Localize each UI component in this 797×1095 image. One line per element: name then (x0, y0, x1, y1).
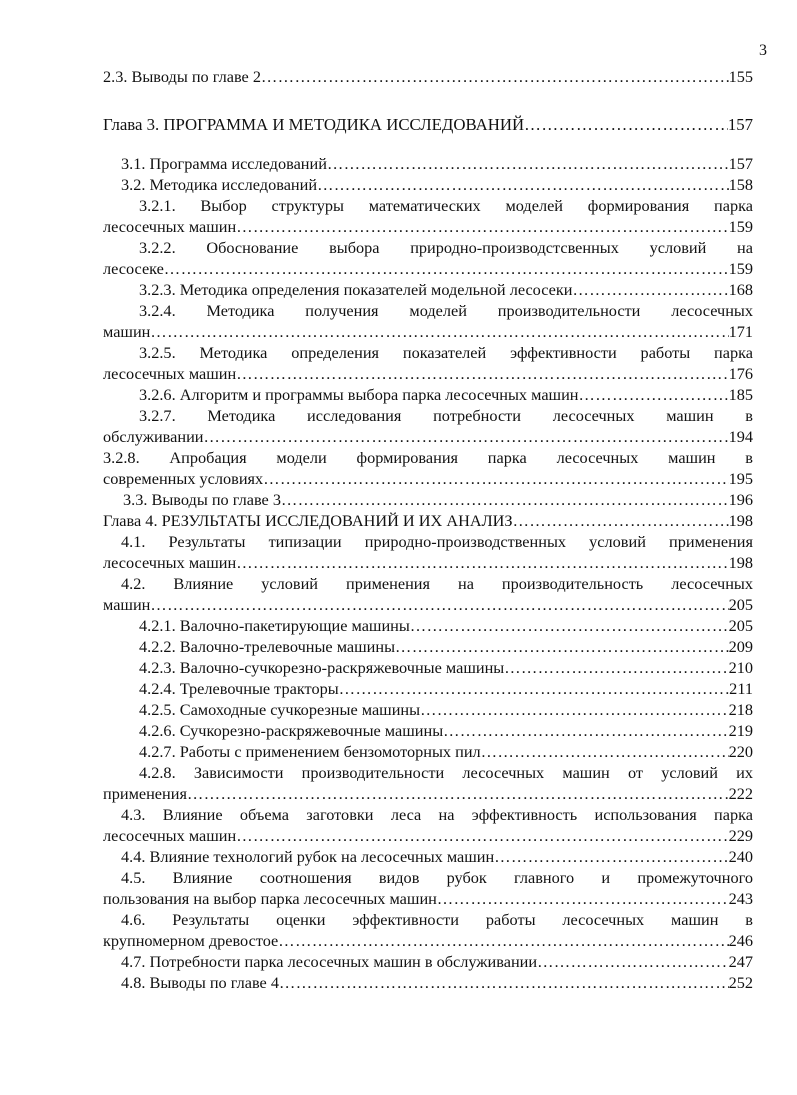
toc-entry-3-2 (121, 174, 753, 195)
toc-page: 196 (728, 490, 753, 509)
toc-page: 168 (728, 280, 753, 299)
toc-entry-2-3 (103, 66, 753, 87)
toc-entry-3-2-8 (103, 447, 753, 489)
toc-entry-4-2-5 (139, 699, 753, 720)
toc-page: 194 (728, 427, 753, 446)
toc-page: 159 (728, 259, 753, 278)
toc-entry-4-2 (103, 573, 753, 615)
toc-entry-4-2-6 (139, 720, 753, 741)
toc-page: 205 (728, 616, 753, 635)
toc-page: 247 (728, 952, 753, 971)
toc-title: 3.2.8. Апробация модели формирования парка лесосечных машин в (103, 448, 753, 467)
toc-entry-3-2-3 (139, 279, 753, 300)
toc-page: 210 (728, 658, 753, 677)
toc-title: 4.5. Влияние соотношения видов рубок главного и промежуточного (121, 868, 753, 887)
toc-page: 158 (728, 175, 753, 194)
toc-title: 4.2. Влияние условий применения на производительность лесосечных (121, 574, 753, 593)
toc-title-cont: лесосечных машин (103, 217, 237, 236)
toc-page: 219 (728, 721, 753, 740)
toc-entry-3-2-4 (103, 300, 753, 342)
toc-title: 3.2. Методика исследований (121, 175, 318, 194)
toc-entry-3-2-6 (139, 384, 753, 405)
toc-title: 4.3. Влияние объема заготовки леса на эффективность использования парка (121, 805, 753, 824)
toc-entry-3-3 (123, 489, 753, 510)
toc-entry-4-2-7 (139, 741, 753, 762)
toc-title: 4.1. Результаты типизации природно-производственных условий применения (121, 532, 753, 551)
toc-title-cont: лесосеке (103, 259, 164, 278)
toc-title: 2.3. Выводы по главе 2 (103, 67, 261, 86)
toc-title: Глава 3. ПРОГРАММА И МЕТОДИКА ИССЛЕДОВАНИЙ (103, 115, 525, 134)
toc-page: 252 (728, 973, 753, 992)
toc-entry-4-2-8 (103, 762, 753, 804)
toc-title: 3.2.3. Методика определения показателей модельной лесосеки (139, 280, 573, 299)
table-of-contents (103, 66, 753, 993)
toc-title: 4.8. Выводы по главе 4 (121, 973, 279, 992)
toc-page: 209 (728, 637, 753, 656)
toc-entry-3-2-2 (103, 237, 753, 279)
toc-title: 4.2.5. Самоходные сучкорезные машины (139, 700, 421, 719)
toc-page: 246 (728, 931, 753, 950)
toc-entry-4-2-1 (139, 615, 753, 636)
toc-page: 220 (728, 742, 753, 761)
toc-page: 171 (728, 322, 753, 341)
toc-title: 3.2.5. Методика определения показателей эффективности работы парка (139, 343, 753, 362)
toc-title-cont: современных условиях (103, 469, 264, 488)
toc-page: 198 (728, 553, 753, 572)
toc-entry-4-5 (103, 867, 753, 909)
toc-page: 157 (727, 115, 753, 134)
toc-title: 3.2.7. Методика исследования потребности лесосечных машин в (139, 406, 753, 425)
toc-entry-4-2-3 (139, 657, 753, 678)
toc-title: Глава 4. РЕЗУЛЬТАТЫ ИССЛЕДОВАНИЙ И ИХ АНАЛИЗ (103, 511, 513, 530)
toc-entry-3-1 (121, 153, 753, 174)
toc-page: 159 (728, 217, 753, 236)
toc-title: 3.3. Выводы по главе 3 (123, 490, 281, 509)
toc-title-cont: лесосечных машин (103, 826, 237, 845)
toc-entry-4-2-2 (139, 636, 753, 657)
toc-entry-3-2-7 (103, 405, 753, 447)
toc-entry-4-2-4 (139, 678, 753, 699)
toc-title-cont: лесосечных машин (103, 553, 237, 572)
toc-page: 218 (728, 700, 753, 719)
toc-title-cont: пользования на выбор парка лесосечных машин (103, 889, 437, 908)
toc-title: 4.2.4. Трелевочные тракторы (139, 679, 339, 698)
toc-page: 222 (728, 784, 753, 803)
toc-page: 205 (728, 595, 753, 614)
toc-title-cont: лесосечных машин (103, 364, 237, 383)
toc-chapter-3 (103, 114, 753, 135)
toc-title-cont: машин (103, 322, 151, 341)
toc-title: 4.2.7. Работы с применением бензомоторных пил (139, 742, 481, 761)
toc-title: 4.2.3. Валочно-сучкорезно-раскряжевочные машины (139, 658, 505, 677)
toc-entry-4-8 (121, 972, 753, 993)
toc-page: 229 (728, 826, 753, 845)
page-number: 3 (759, 42, 767, 59)
toc-title: 3.2.2. Обоснование выбора природно-производстсвенных условий на (139, 238, 753, 257)
toc-page: 240 (728, 847, 753, 866)
toc-page: 198 (728, 511, 753, 530)
toc-entry-4-6 (103, 909, 753, 951)
toc-title: 3.2.1. Выбор структуры математических моделей формирования парка (139, 196, 753, 215)
toc-title: 4.2.6. Сучкорезно-раскряжевочные машины (139, 721, 444, 740)
toc-page: 155 (728, 67, 753, 86)
toc-title: 4.4. Влияние технологий рубок на лесосечных машин (121, 847, 495, 866)
toc-title-cont: обслуживании (103, 427, 204, 446)
toc-entry-4-3 (103, 804, 753, 846)
toc-title: 3.2.6. Алгоритм и программы выбора парка лесосечных машин (139, 385, 579, 404)
toc-page: 195 (728, 469, 753, 488)
toc-page: 185 (728, 385, 753, 404)
toc-chapter-4 (103, 510, 753, 531)
toc-title-cont: крупномерном древостое (103, 931, 279, 950)
toc-page: 243 (728, 889, 753, 908)
toc-title: 4.2.8. Зависимости производительности лесосечных машин от условий их (139, 763, 753, 782)
toc-entry-4-4 (121, 846, 753, 867)
toc-page: 211 (729, 679, 753, 698)
toc-title: 3.1. Программа исследований (121, 154, 327, 173)
toc-title: 4.2.2. Валочно-трелевочные машины (139, 637, 396, 656)
toc-page: 176 (728, 364, 753, 383)
toc-title-cont: применения (103, 784, 187, 803)
toc-title: 4.7. Потребности парка лесосечных машин в обслуживании (121, 952, 538, 971)
toc-title: 4.6. Результаты оценки эффективности работы лесосечных машин в (121, 910, 753, 929)
toc-entry-4-7 (121, 951, 753, 972)
toc-title: 4.2.1. Валочно-пакетирующие машины (139, 616, 410, 635)
toc-page: 157 (728, 154, 753, 173)
toc-entry-3-2-1 (103, 195, 753, 237)
toc-entry-3-2-5 (103, 342, 753, 384)
toc-title-cont: машин (103, 595, 151, 614)
toc-title: 3.2.4. Методика получения моделей производительности лесосечных (139, 301, 753, 320)
toc-entry-4-1 (103, 531, 753, 573)
